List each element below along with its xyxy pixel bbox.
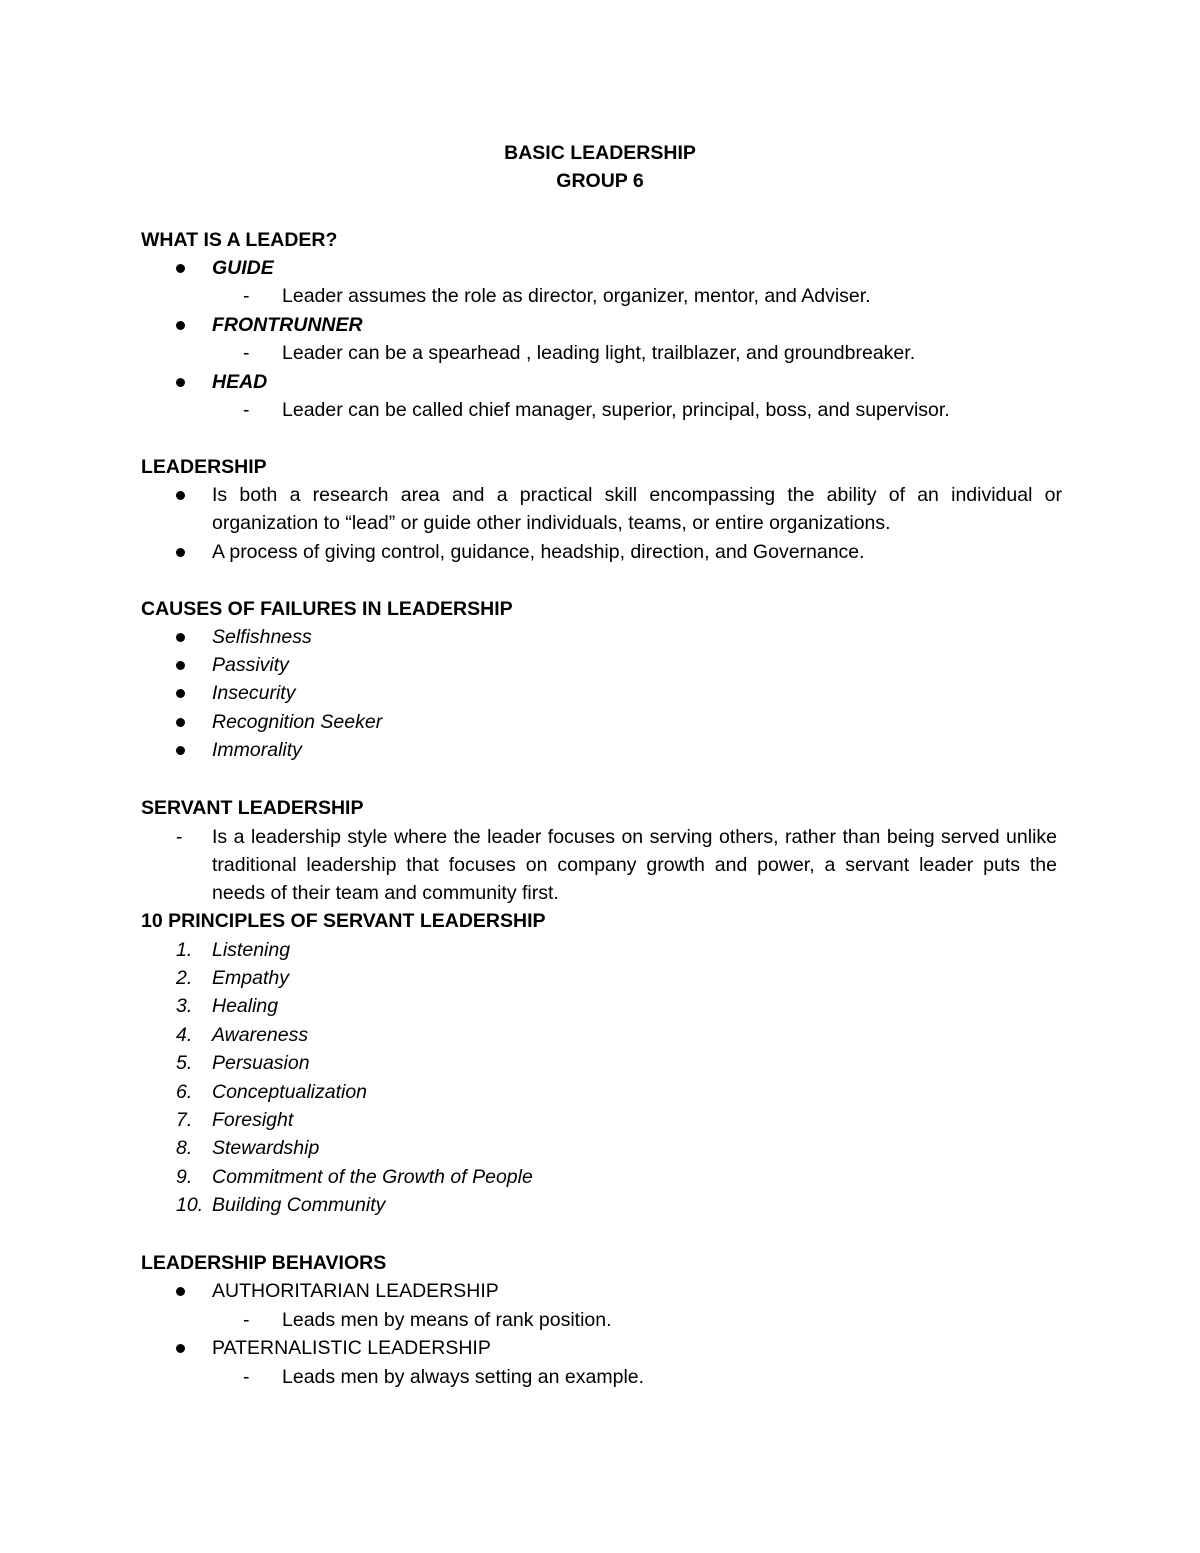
servant-definition: Is a leadership style where the leader focuses on serving others, rather than being served unlike traditional leadership that focuses on company growth and power, a servant leader puts the needs of their team and community first. — [212, 826, 1057, 904]
dash-marker: - — [243, 1366, 250, 1388]
bullet-icon — [176, 718, 185, 727]
failure-item: Immorality — [212, 739, 302, 761]
failure-item: Insecurity — [212, 682, 296, 704]
behavior-term: PATERNALISTIC LEADERSHIP — [212, 1337, 491, 1359]
list-number: 10. — [176, 1194, 204, 1216]
dash-marker: - — [243, 285, 250, 307]
bullet-icon — [176, 264, 185, 273]
principle-item: Listening — [212, 939, 291, 961]
principle-item: Healing — [212, 995, 279, 1017]
principle-item: Foresight — [212, 1109, 294, 1131]
failure-item: Passivity — [212, 654, 289, 676]
section-heading-failures: CAUSES OF FAILURES IN LEADERSHIP — [141, 598, 513, 620]
leader-desc: Leader can be called chief manager, superior, principal, boss, and supervisor. — [282, 399, 950, 421]
bullet-icon — [176, 1344, 185, 1353]
list-number: 6. — [176, 1081, 193, 1103]
section-heading-leader: WHAT IS A LEADER? — [141, 229, 338, 251]
bullet-icon — [176, 746, 185, 755]
list-number: 9. — [176, 1166, 193, 1188]
bullet-icon — [176, 1287, 185, 1296]
principle-item: Building Community — [212, 1194, 386, 1216]
section-heading-leadership: LEADERSHIP — [141, 456, 267, 478]
principle-item: Persuasion — [212, 1052, 310, 1074]
dash-marker: - — [243, 342, 250, 364]
list-number: 3. — [176, 995, 193, 1017]
dash-marker: - — [243, 1309, 250, 1331]
leadership-definition: Is both a research area and a practical skill encompassing the ability of an individual or organization to “lead” or guide other individuals, teams, or entire organizations. — [212, 484, 1062, 534]
failure-item: Recognition Seeker — [212, 711, 383, 733]
bullet-icon — [176, 378, 185, 387]
dash-marker: - — [176, 826, 183, 848]
principle-item: Awareness — [212, 1024, 309, 1046]
leader-term: FRONTRUNNER — [212, 314, 363, 336]
principle-item: Commitment of the Growth of People — [212, 1166, 533, 1188]
leader-desc: Leader can be a spearhead , leading light, trailblazer, and groundbreaker. — [282, 342, 916, 364]
behavior-term: AUTHORITARIAN LEADERSHIP — [212, 1280, 499, 1302]
leader-term: HEAD — [212, 371, 268, 393]
list-number: 8. — [176, 1137, 193, 1159]
document-subtitle: GROUP 6 — [556, 170, 644, 192]
list-number: 7. — [176, 1109, 193, 1131]
bullet-icon — [176, 661, 185, 670]
bullet-icon — [176, 689, 185, 698]
leader-desc: Leader assumes the role as director, organizer, mentor, and Adviser. — [282, 285, 871, 307]
list-number: 4. — [176, 1024, 193, 1046]
dash-marker: - — [243, 399, 250, 421]
principle-item: Conceptualization — [212, 1081, 368, 1103]
section-heading-servant: SERVANT LEADERSHIP — [141, 797, 364, 819]
bullet-icon — [176, 548, 185, 557]
list-number: 1. — [176, 939, 193, 961]
leader-term: GUIDE — [212, 257, 274, 279]
principle-item: Stewardship — [212, 1137, 320, 1159]
bullet-icon — [176, 633, 185, 642]
bullet-icon — [176, 321, 185, 330]
bullet-icon — [176, 491, 185, 500]
list-number: 2. — [176, 967, 193, 989]
behavior-desc: Leads men by always setting an example. — [282, 1366, 645, 1388]
principle-item: Empathy — [212, 967, 289, 989]
behavior-desc: Leads men by means of rank position. — [282, 1309, 612, 1331]
document-title: BASIC LEADERSHIP — [504, 142, 696, 164]
leadership-definition: A process of giving control, guidance, headship, direction, and Governance. — [212, 541, 865, 563]
list-number: 5. — [176, 1052, 193, 1074]
section-heading-behaviors: LEADERSHIP BEHAVIORS — [141, 1252, 387, 1274]
failure-item: Selfishness — [212, 626, 312, 648]
section-heading-principles: 10 PRINCIPLES OF SERVANT LEADERSHIP — [141, 910, 546, 932]
